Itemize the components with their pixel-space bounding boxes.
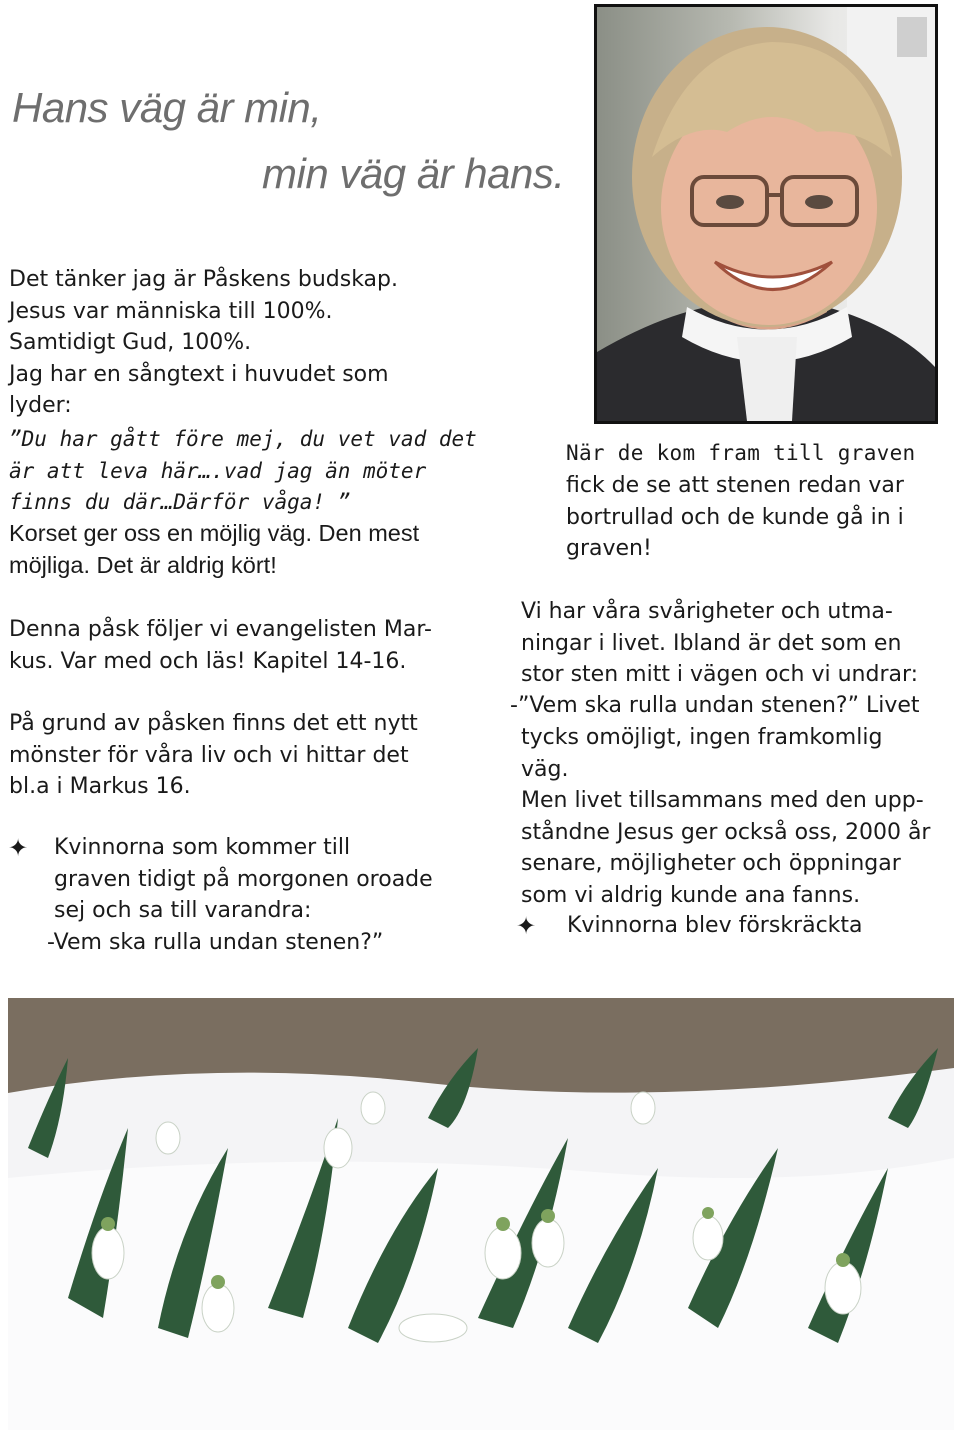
- portrait-illustration: [597, 7, 935, 421]
- text-line: Vi har våra svårigheter och utma-: [521, 599, 893, 624]
- text-line: senare, möjligheter och öppningar: [521, 851, 901, 876]
- snowdrops-illustration: [8, 998, 954, 1430]
- text-line: ningar i livet. Ibland är det som en: [521, 630, 902, 656]
- bullet-women-quote: -Vem ska rulla undan stenen?”: [47, 930, 384, 955]
- title-line-1: Hans väg är min,: [12, 84, 322, 131]
- cross-bullet-icon: ✦: [8, 834, 29, 862]
- text-line: som vi aldrig kunde ana fanns.: [521, 882, 861, 908]
- song-quote: [9, 424, 477, 519]
- text-line: Denna påsk följer vi evangelisten Mar-: [9, 617, 432, 642]
- text-line: är att leva här….vad jag än möter: [9, 458, 427, 483]
- text-line: graven!: [566, 536, 652, 561]
- text-line: väg.: [521, 756, 569, 782]
- text-line: ståndne Jesus ger också oss, 2000 år: [521, 819, 931, 845]
- text-line: Kvinnorna som kommer till: [54, 835, 351, 860]
- text-line: bl.a i Markus 16.: [9, 774, 191, 799]
- markus-paragraph: [9, 614, 432, 677]
- difficulties-quote-line: -”Vem ska rulla undan stenen?” Livet: [510, 693, 920, 718]
- text-line: Korset ger oss en möjlig väg. Den mest: [9, 520, 420, 546]
- portrait-photo: [594, 4, 938, 424]
- text-line: På grund av påsken finns det ett nytt: [9, 711, 418, 736]
- text-line: kus. Var med och läs! Kapitel 14-16.: [9, 648, 407, 674]
- intro-paragraph: [9, 264, 398, 422]
- text-line: finns du där…Därför våga! ”: [9, 490, 351, 514]
- text-line: Samtidigt Gud, 100%.: [9, 330, 252, 355]
- difficulties-paragraph-cont: [521, 722, 930, 911]
- text-line: Jesus var människa till 100%.: [9, 298, 333, 324]
- text-line: mönster för våra liv och vi hittar det: [9, 742, 409, 768]
- cross-paragraph: [9, 518, 419, 581]
- text-line: stor sten mitt i vägen och vi undrar:: [521, 662, 919, 687]
- text-line: tycks omöjligt, ingen framkomlig: [521, 725, 883, 750]
- text-line: sej och sa till varandra:: [54, 898, 312, 923]
- title-line-2: min väg är hans.: [262, 150, 565, 197]
- bullet-women: [54, 832, 433, 927]
- grave-paragraph: [566, 438, 915, 470]
- grave-paragraph-cont: [566, 470, 904, 565]
- text-line: ”Du har gått före mej, du vet vad det: [9, 427, 477, 451]
- snowdrops-photo: [8, 998, 954, 1430]
- text-line: Det tänker jag är Påskens budskap.: [9, 267, 398, 292]
- text-line: möjliga. Det är aldrig kört!: [9, 551, 277, 578]
- bullet-frightened: Kvinnorna blev förskräckta: [567, 913, 863, 938]
- difficulties-paragraph: [521, 596, 918, 691]
- text-line: fick de se att stenen redan var: [566, 473, 904, 498]
- pattern-paragraph: [9, 708, 418, 803]
- text-line: lyder:: [9, 393, 72, 418]
- text-line: Jag har en sångtext i huvudet som: [9, 361, 389, 387]
- text-line: När de kom fram till graven: [566, 441, 916, 465]
- cross-bullet-icon: ✦: [516, 912, 537, 940]
- text-line: graven tidigt på morgonen oroade: [54, 866, 433, 892]
- text-line: Men livet tillsammans med den upp-: [521, 788, 924, 813]
- text-line: bortrullad och de kunde gå in i: [566, 504, 904, 530]
